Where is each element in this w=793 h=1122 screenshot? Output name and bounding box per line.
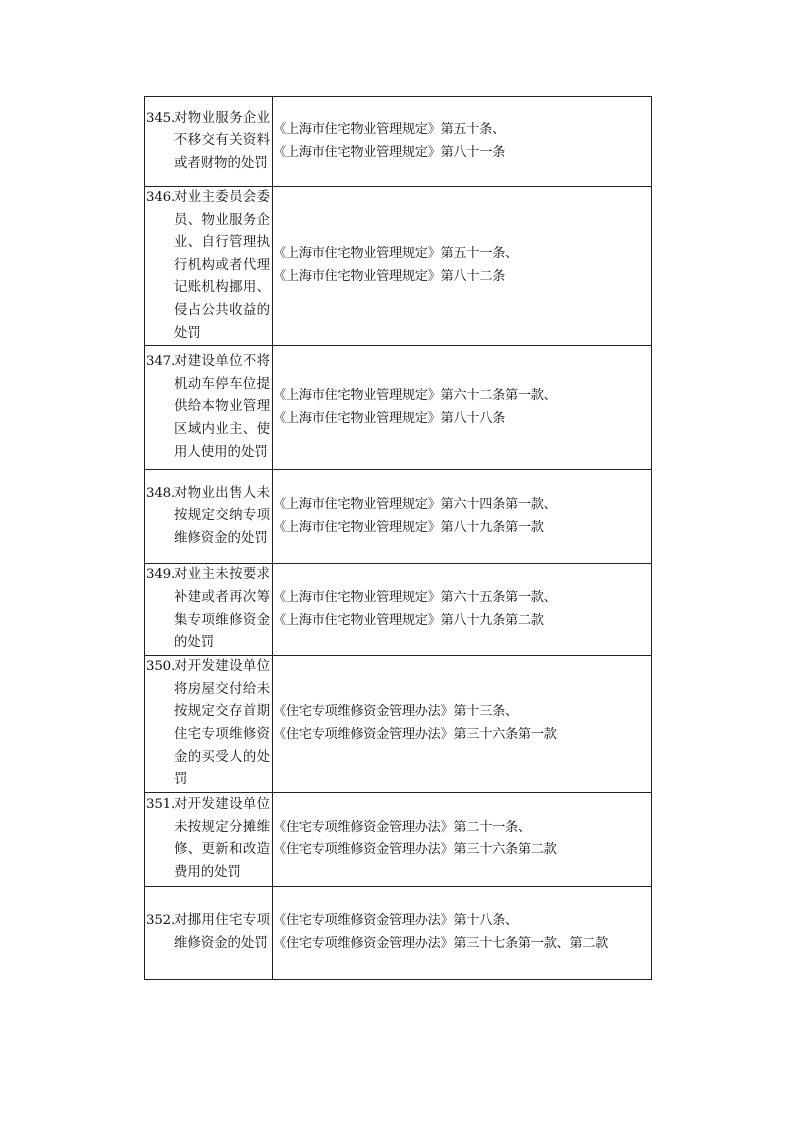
basis-line: 《上海市住宅物业管理规定》第六十四条第一款、: [273, 497, 557, 513]
item-number: 351.: [146, 797, 176, 813]
table-row: [145, 470, 652, 564]
table-row: [145, 346, 652, 470]
item-title: 对建设单位不将机动车停车位提供给本物业管理区域内业主、使用人使用的处罚: [174, 354, 270, 460]
basis-line: 《住宅专项维修资金管理办法》第二十一条、: [273, 819, 531, 835]
basis-line: 《住宅专项维修资金管理办法》第三十六条第一款: [273, 726, 557, 742]
table-row: [145, 187, 652, 346]
item-cell: [145, 470, 273, 564]
basis-line: 《住宅专项维修资金管理办法》第三十七条第一款、第二款: [273, 935, 609, 951]
table-row: [145, 886, 652, 979]
penalty-items-table: [144, 96, 652, 980]
item-title: 对物业出售人未按规定交纳专项维修资金的处罚: [174, 485, 270, 546]
basis-line: 《住宅专项维修资金管理办法》第十八条、: [273, 913, 518, 929]
basis-line: 《上海市住宅物业管理规定》第八十一条: [273, 144, 505, 160]
item-number: 349.: [146, 567, 176, 583]
basis-line: 《上海市住宅物业管理规定》第八十九条第二款: [273, 612, 544, 628]
basis-cell: [273, 886, 652, 979]
basis-cell: [273, 564, 652, 656]
table-row: [145, 656, 652, 793]
basis-line: 《上海市住宅物业管理规定》第八十九条第一款: [273, 519, 544, 535]
basis-line: 《住宅专项维修资金管理办法》第十三条、: [273, 704, 518, 720]
item-number: 350.: [146, 659, 176, 675]
basis-line: 《住宅专项维修资金管理办法》第三十六条第二款: [273, 842, 557, 858]
item-number: 346.: [146, 190, 176, 205]
item-title: 对挪用住宅专项维修资金的处罚: [174, 913, 270, 951]
item-number: 348.: [146, 485, 176, 501]
item-cell: [145, 97, 273, 187]
item-cell: [145, 656, 273, 793]
basis-cell: [273, 470, 652, 564]
item-cell: [145, 564, 273, 656]
item-number: 347.: [146, 354, 176, 370]
table-row: [145, 792, 652, 886]
item-cell: [145, 886, 273, 979]
basis-cell: [273, 187, 652, 346]
basis-line: 《上海市住宅物业管理规定》第六十五条第一款、: [273, 590, 557, 606]
item-title: 对物业服务企业不移交有关资料或者财物的处罚: [174, 110, 270, 171]
item-cell: [145, 187, 273, 346]
basis-cell: [273, 656, 652, 793]
item-title: 对开发建设单位将房屋交付给未按规定交存首期住宅专项维修资金的买受人的处罚: [174, 659, 270, 788]
table-row: [145, 97, 652, 187]
item-title: 对业主未按要求补建或者再次筹集专项维修资金的处罚: [174, 567, 270, 651]
table-row: [145, 564, 652, 656]
basis-line: 《上海市住宅物业管理规定》第八十二条: [273, 269, 505, 285]
basis-line: 《上海市住宅物业管理规定》第六十二条第一款、: [273, 388, 557, 404]
item-cell: [145, 792, 273, 886]
basis-line: 《上海市住宅物业管理规定》第五十一条、: [273, 246, 518, 262]
item-number: 345.: [146, 110, 176, 126]
item-number: 352.: [146, 913, 176, 929]
item-title: 对业主委员会委员、物业服务企业、自行管理执行机构或者代理记账机构挪用、侵占公共收益的处罚: [174, 190, 270, 341]
item-title: 对开发建设单位未按规定分摊维修、更新和改造费用的处罚: [174, 797, 270, 880]
basis-line: 《上海市住宅物业管理规定》第五十条、: [273, 121, 505, 137]
item-cell: [145, 346, 273, 470]
basis-cell: [273, 346, 652, 470]
basis-line: 《上海市住宅物业管理规定》第八十八条: [273, 410, 505, 426]
basis-cell: [273, 792, 652, 886]
basis-cell: [273, 97, 652, 187]
